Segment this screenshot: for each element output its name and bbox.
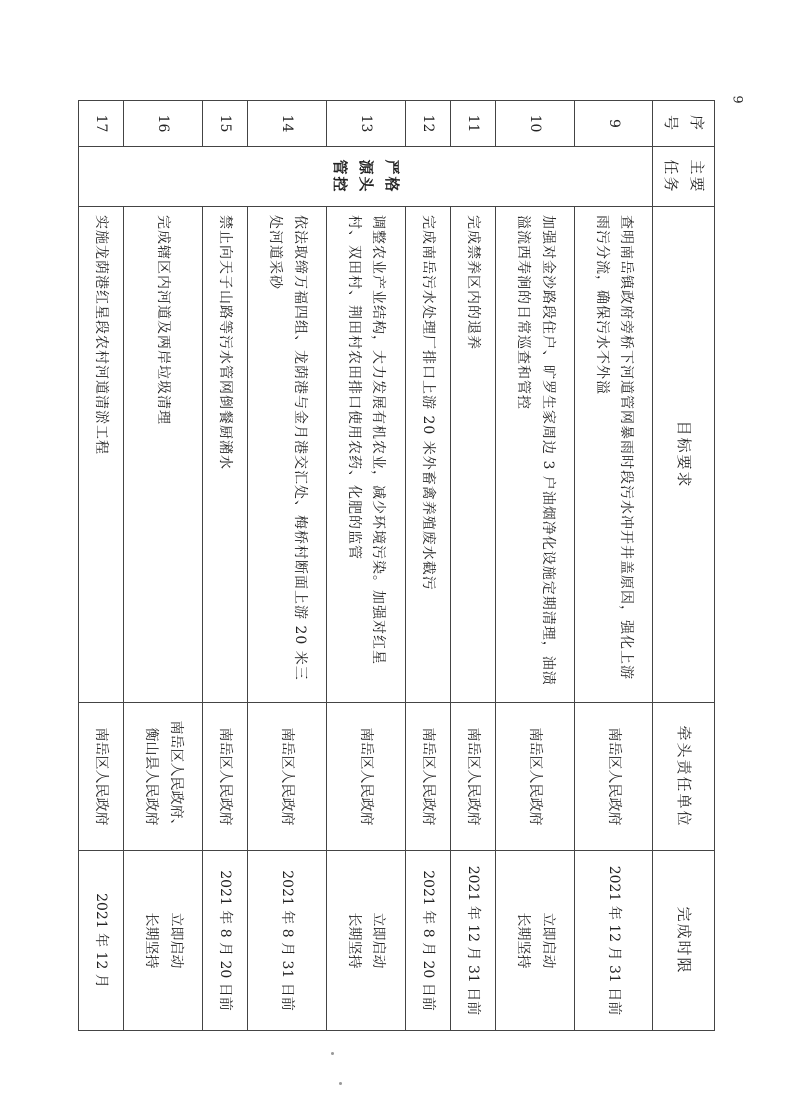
row-requirement: 完成禁养区内的退养: [450, 207, 495, 703]
header-unit: 牵头责任单位: [653, 703, 715, 851]
row-requirement: 实施龙荫港红星段农村河道清淤工程: [79, 207, 124, 703]
row-unit: 南岳区人民政府: [574, 703, 653, 851]
row-deadline: 立即启动 长期坚持: [496, 851, 575, 1031]
row-deadline: 立即启动 长期坚持: [326, 851, 405, 1031]
table-row: [574, 101, 653, 1031]
row-requirement: 完成南岳污水处理厂排口上游 20 米外畜禽养殖废水截污: [405, 207, 450, 703]
rotated-page-content: [78, 100, 715, 1030]
scan-speck: [331, 1052, 334, 1055]
row-no: 11: [450, 101, 495, 147]
row-deadline: 立即启动 长期坚持: [124, 851, 203, 1031]
row-no: 12: [405, 101, 450, 147]
row-unit: 南岳区人民政府: [203, 703, 248, 851]
row-deadline: 2021 年 12 月 31 日前: [450, 851, 495, 1031]
row-deadline: 2021 年 12 月: [79, 851, 124, 1031]
row-deadline: 2021 年 12 月 31 日前: [574, 851, 653, 1031]
table-row: [496, 101, 575, 1031]
table-row: [405, 101, 450, 1031]
row-deadline: 2021 年 8 月 20 日前: [203, 851, 248, 1031]
row-unit: 南岳区人民政府: [248, 703, 327, 851]
row-unit: 南岳区人民政府: [326, 703, 405, 851]
row-no: 17: [79, 101, 124, 147]
row-no: 14: [248, 101, 327, 147]
table-row: [248, 101, 327, 1031]
row-no: 15: [203, 101, 248, 147]
task-table: [78, 100, 715, 1031]
row-no: 10: [496, 101, 575, 147]
task-table-region: [78, 100, 715, 1030]
header-task: 主要任务: [653, 147, 715, 207]
row-deadline: 2021 年 8 月 20 日前: [405, 851, 450, 1031]
header-no: 序号: [653, 101, 715, 147]
page-number: 9: [729, 95, 745, 104]
row-requirement: 调整农业产业结构，大力发展有机农业，减少环境污染。加强对红星村、双田村、荆田村农田排口使用农药、化肥的监管: [326, 207, 405, 703]
table-row: [326, 101, 405, 1031]
row-no: 16: [124, 101, 203, 147]
table-header-row: [653, 101, 715, 1031]
table-row: [450, 101, 495, 1031]
row-requirement: 依法取缔万福四组、龙荫港与金月港交汇处、梅桥村断面上游 20 米三处河道采砂: [248, 207, 327, 703]
row-unit: 南岳区人民政府: [450, 703, 495, 851]
table-row: [203, 101, 248, 1031]
scan-speck: [339, 1082, 342, 1085]
row-no: 9: [574, 101, 653, 147]
header-deadline: 完成时限: [653, 851, 715, 1031]
row-deadline: 2021 年 8 月 31 日前: [248, 851, 327, 1031]
row-unit: 南岳区人民政府、 衡山县人民政府: [124, 703, 203, 851]
table-row: [79, 101, 124, 1031]
row-requirement: 查明南岳镇政府旁桥下河道管网暴雨时段污水冲开井盖原因，强化上游雨污分流，确保污水不外溢: [574, 207, 653, 703]
header-requirement: 目标要求: [653, 207, 715, 703]
row-no: 13: [326, 101, 405, 147]
row-requirement: 加强对金沙路段住户、旷罗生家周边 3 户油烟净化设施定期清理，油渍溢流西寿涧的日常巡查和管控: [496, 207, 575, 703]
row-unit: 南岳区人民政府: [405, 703, 450, 851]
task-group-cell: 严格源头 管控: [79, 147, 654, 207]
row-requirement: 完成辖区内河道及两岸垃圾清理: [124, 207, 203, 703]
table-row: [124, 101, 203, 1031]
row-unit: 南岳区人民政府: [496, 703, 575, 851]
row-unit: 南岳区人民政府: [79, 703, 124, 851]
row-requirement: 禁止向天子山路等污水管网倒餐厨潲水: [203, 207, 248, 703]
